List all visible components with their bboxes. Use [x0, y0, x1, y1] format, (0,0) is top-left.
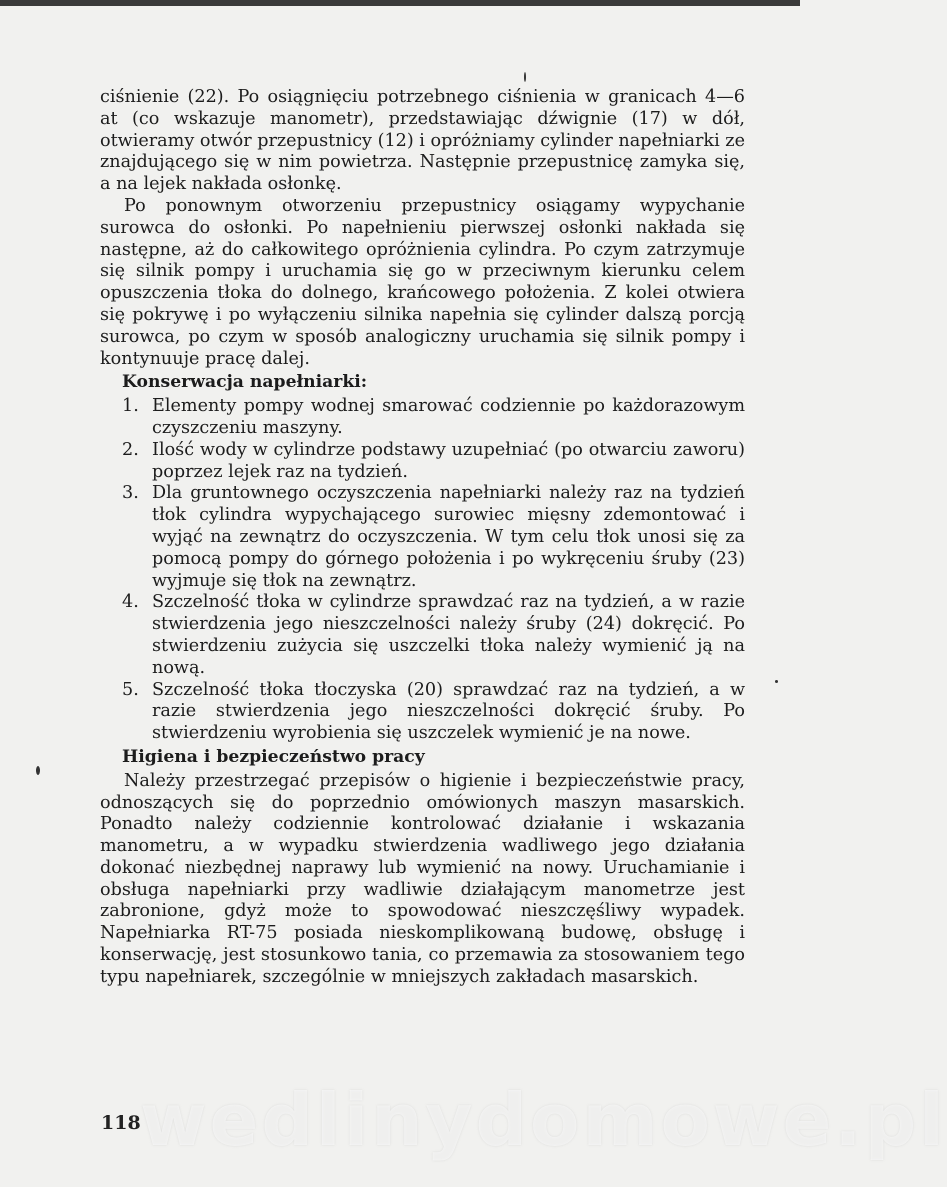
ink-speck [524, 72, 526, 82]
watermark: wedlinydomowe.pl [140, 1078, 947, 1162]
page-body [100, 87, 745, 989]
heading-hygiene: Higiena i bezpieczeństwo pracy [122, 746, 425, 767]
maintenance-list [100, 396, 745, 745]
page-number: 118 [101, 1112, 141, 1134]
paragraph-hygiene: Należy przestrzegać przepisów o higienie i bezpieczeństwie pracy, odnoszących się do poprzednio omówionych maszyn masarskich. Ponadto należy codziennie kontrolować działanie i wskazania manometru, a w wypadku stwierdzenia wadliwego jego działania dokonać niezbędnej naprawy lub wymienić na nowy. Uruchamianie i obsługa napełniarki przy wadliwie działającym manometrze jest zabronione, gdyż może to spowodować nieszczęśliwy wypadek. Napełniarka RT-75 posiada nieskomplikowaną budowę, obsługę i konserwację, jest stosunkowo tania, co przemawia za stosowaniem tego typu napełniarek, szczególnie w mniejszych zakładach masarskich. [100, 770, 745, 987]
list-item-text: Elementy pompy wodnej smarować codziennie po każdorazowym czyszczeniu maszyny. [152, 396, 745, 438]
paragraph-filling: Po ponownym otworzeniu przepustnicy osiągamy wypychanie surowca do osłonki. Po napełnieniu pierwszej osłonki nakłada się następne, aż do całkowitego opróżnienia cylindra. Po czym zatrzymuje się silnik pompy i uruchamia się go w przeciwnym kierunku celem opuszczenia tłoka do dolnego, krańcowego położenia. Z kolei otwiera się pokrywę i po wyłączeniu silnika napełnia się cylinder dalszą porcją surowca, po czym w sposób analogiczny uruchamia się silnik pompy i kontynuuje pracę dalej. [100, 195, 745, 369]
ink-speck [36, 766, 40, 775]
list-item-text: Szczelność tłoka w cylindrze sprawdzać raz na tydzień, a w razie stwierdzenia jego nieszczelności należy śruby (24) dokręcić. Po stwierdzeniu zużycia się uszczelki tłoka należy wymienić ją na nową. [152, 592, 745, 678]
list-item-text: Ilość wody w cylindrze podstawy uzupełniać (po otwarciu zaworu) poprzez lejek raz na tydzień. [152, 439, 745, 482]
list-item-number: 1. [122, 396, 139, 417]
list-item-text: Szczelność tłoka tłoczyska (20) sprawdzać raz na tydzień, a w razie stwierdzenia jego nieszczelności dokręcić śruby. Po stwierdzeniu wyrobienia się uszczelek wymienić je na nowe. [152, 679, 745, 744]
list-item-number: 2. [122, 439, 139, 460]
list-item [100, 483, 745, 592]
list-item [100, 440, 745, 484]
list-item [100, 592, 745, 679]
heading-maintenance: Konserwacja napełniarki: [122, 372, 368, 393]
ink-speck [775, 680, 778, 683]
page-top-edge [0, 0, 800, 6]
list-item-number: 3. [122, 483, 139, 504]
paragraph-pressure: ciśnienie (22). Po osiągnięciu potrzebnego ciśnienia w granicach 4—6 at (co wskazuje manometr), przedstawiając dźwignie (17) w dół, otwieramy otwór przepustnicy (12) i opróżniamy cylinder napełniarki ze znajdującego się w nim powietrza. Następnie przepustnicę zamyka się, a na lejek nakłada osłonkę. [100, 87, 745, 195]
list-item-number: 4. [122, 592, 139, 613]
list-item-number: 5. [122, 679, 139, 700]
list-item [100, 396, 745, 440]
list-item [100, 680, 745, 745]
list-item-text: Dla gruntownego oczyszczenia napełniarki należy raz na tydzień tłok cylindra wypychającego surowiec mięsny zdemontować i wyjąć na zewnątrz do oczyszczenia. W tym celu tłok unosi się za pomocą pompy do górnego położenia i po wykręceniu śruby (23) wyjmuje się tłok na zewnątrz. [152, 483, 745, 591]
